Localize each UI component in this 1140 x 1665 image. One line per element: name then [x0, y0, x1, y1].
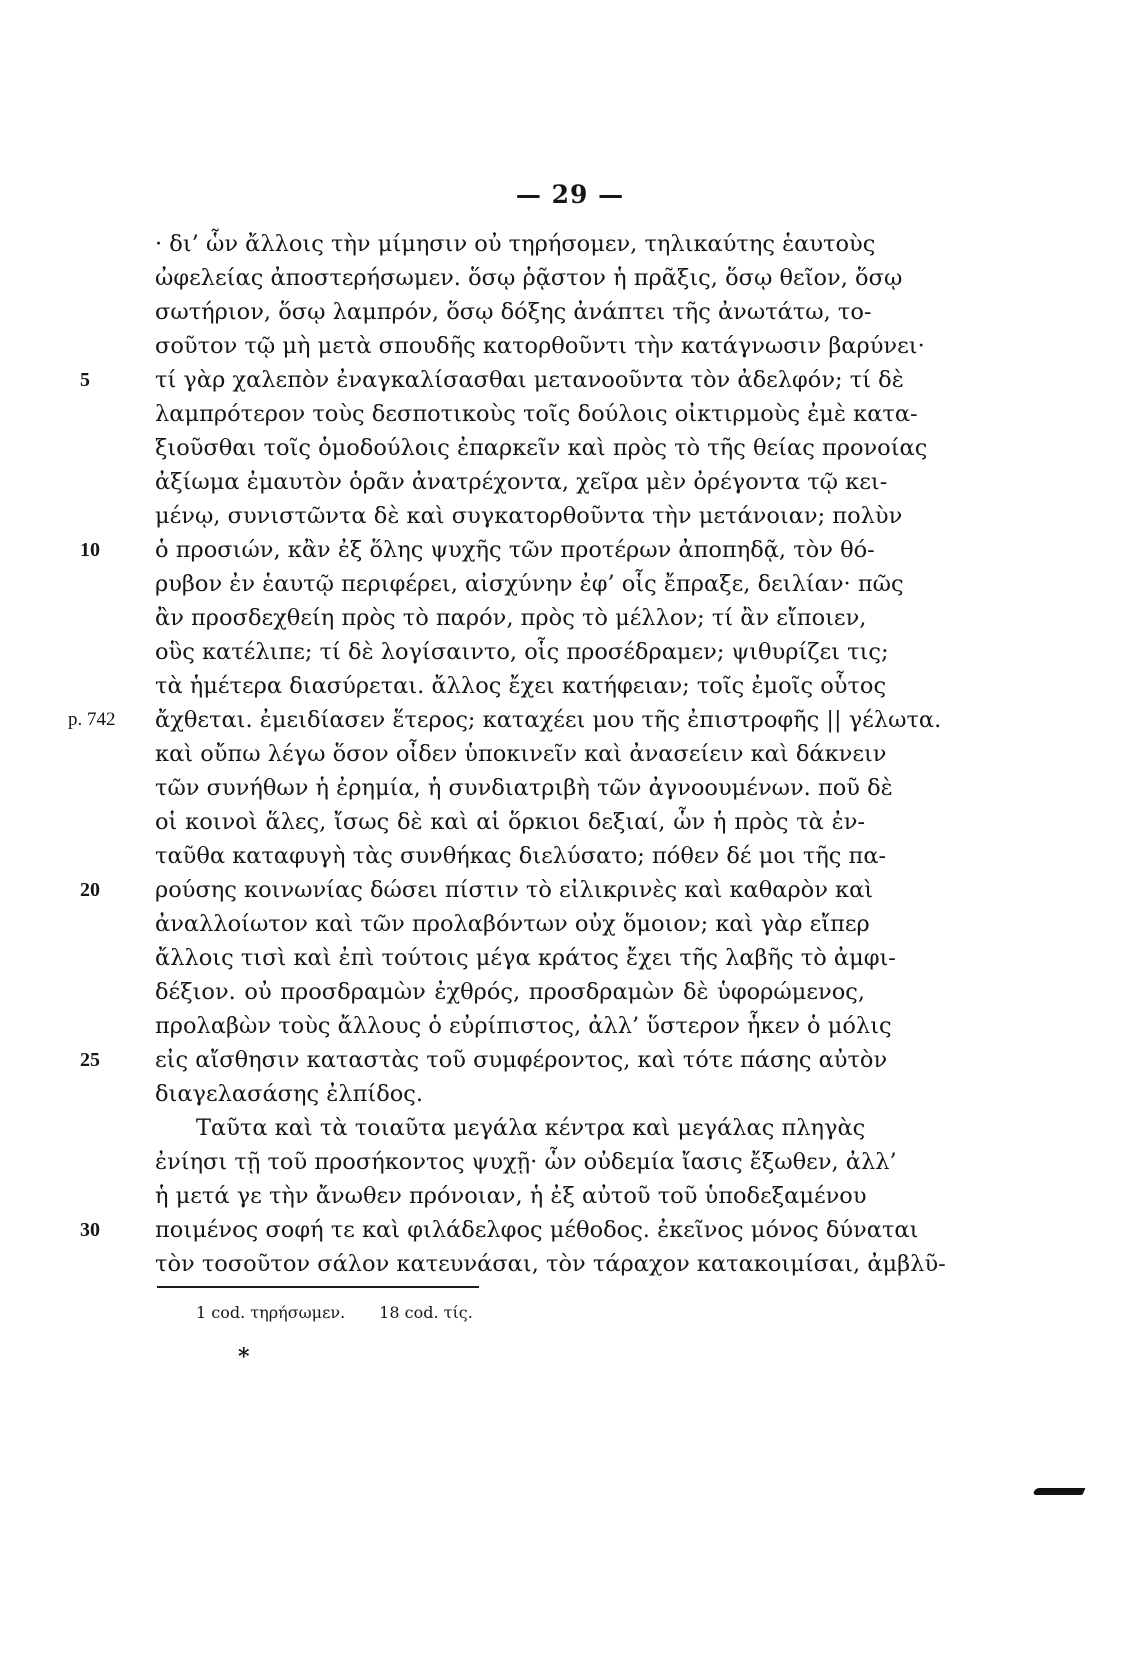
text-line: ἄλλοις τισὶ καὶ ἐπὶ τούτοις μέγα κράτος ἔχει τῆς λαβῆς τὸ ἀμφι-	[155, 945, 896, 971]
text-line: προλαβὼν τοὺς ἄλλους ὁ εὐρίπιστος, ἀλλ’ ὕστερον ἧκεν ὁ μόλις	[155, 1013, 892, 1039]
line-number: 10	[80, 539, 100, 561]
footnotes	[196, 1300, 473, 1326]
text-line: ἡ μετά γε τὴν ἄνωθεν πρόνοιαν, ἡ ἐξ αὐτοῦ τοῦ ὑποδεξαμένου	[155, 1183, 867, 1209]
text-line: ἐνίησι τῇ τοῦ προσήκοντος ψυχῇ· ὧν οὐδεμία ἴασις ἔξωθεν, ἀλλ’	[155, 1149, 897, 1175]
text-line: ἄχθεται. ἐμειδίασεν ἕτερος; καταχέει μου τῆς ἐπιστροφῆς || γέλωτα.	[155, 707, 942, 733]
footnote-divider	[157, 1286, 479, 1288]
text-line: σοῦτον τῷ μὴ μετὰ σπουδῆς κατορθοῦντι τὴν κατάγνωσιν βαρύνει·	[155, 333, 925, 359]
text-line: ὠφελείας ἀποστερήσωμεν. ὅσῳ ῥᾷστον ἡ πρᾶξις, ὅσῳ θεῖον, ὅσῳ	[155, 265, 903, 291]
text-line: ἀξίωμα ἐμαυτὸν ὁρᾶν ἀνατρέχοντα, χεῖρα μὲν ὀρέγοντα τῷ κει-	[155, 469, 888, 495]
text-line: Ταῦτα καὶ τὰ τοιαῦτα μεγάλα κέντρα καὶ μεγάλας πληγὰς	[196, 1115, 866, 1141]
text-line: μένῳ, συνιστῶντα δὲ καὶ συγκατορθοῦντα τὴν μετάνοιαν; πολὺν	[155, 503, 903, 529]
line-number: 20	[80, 879, 100, 901]
text-line: λαμπρότερον τοὺς δεσποτικοὺς τοῖς δούλοις οἰκτιρμοὺς ἐμὲ κατα-	[155, 401, 918, 427]
text-line: τὸν τοσοῦτον σάλον κατευνάσαι, τὸν τάραχον κατακοιμίσαι, ἀμβλῦ-	[155, 1251, 946, 1277]
line-number: 30	[80, 1219, 100, 1241]
text-line: διαγελασάσης ἐλπίδος.	[155, 1081, 424, 1107]
page-number: — 29 —	[515, 180, 625, 209]
line-number: 25	[80, 1049, 100, 1071]
text-line: ἂν προσδεχθείη πρὸς τὸ παρόν, πρὸς τὸ μέλλον; τί ἂν εἴποιεν,	[155, 605, 867, 631]
text-line: τί γὰρ χαλεπὸν ἐναγκαλίσασθαι μετανοοῦντα τὸν ἀδελφόν; τί δὲ	[155, 367, 904, 393]
text-line: ὁ προσιών, κἂν ἐξ ὅλης ψυχῆς τῶν προτέρων ἀποπηδᾷ, τὸν θό-	[155, 537, 875, 563]
text-line: ξιοῦσθαι τοῖς ὁμοδούλοις ἐπαρκεῖν καὶ πρὸς τὸ τῆς θείας προνοίας	[155, 435, 928, 461]
line-number: 5	[80, 369, 90, 391]
text-line: τὰ ἡμέτερα διασύρεται. ἄλλος ἔχει κατήφειαν; τοῖς ἐμοῖς οὗτος	[155, 673, 887, 699]
text-line: ἀναλλοίωτον καὶ τῶν προλαβόντων οὐχ ὅμοιον; καὶ γὰρ εἴπερ	[155, 911, 870, 937]
asterisk-mark: *	[238, 1344, 250, 1370]
text-line: οὓς κατέλιπε; τί δὲ λογίσαιντο, οἷς προσέδραμεν; ψιθυρίζει τις;	[155, 639, 889, 665]
text-line: · δι’ ὧν ἄλλοις τὴν μίμησιν οὐ τηρήσομεν, τηλικαύτης ἑαυτοὺς	[155, 231, 876, 257]
folio-reference: p. 742	[68, 709, 116, 730]
text-line: ποιμένος σοφή τε καὶ φιλάδελφος μέθοδος. ἐκεῖνος μόνος δύναται	[155, 1217, 919, 1243]
text-line: ρούσης κοινωνίας δώσει πίστιν τὸ εἰλικρινὲς καὶ καθαρὸν καὶ	[155, 877, 874, 903]
footnote: 1 cod. τηρήσωμεν.	[196, 1303, 346, 1322]
text-line: ρυβον ἐν ἑαυτῷ περιφέρει, αἰσχύνην ἐφ’ οἷς ἔπραξε, δειλίαν· πῶς	[155, 571, 904, 597]
text-line: σωτήριον, ὅσῳ λαμπρόν, ὅσῳ δόξης ἀνάπτει τῆς ἀνωτάτω, το-	[155, 299, 872, 325]
page-edge-mark	[1032, 1488, 1085, 1495]
text-line: εἰς αἴσθησιν καταστὰς τοῦ συμφέροντος, καὶ τότε πάσης αὐτὸν	[155, 1047, 888, 1073]
text-line: ταῦθα καταφυγὴ τὰς συνθήκας διελύσατο; πόθεν δέ μοι τῆς πα-	[155, 843, 887, 869]
text-line: τῶν συνήθων ἡ ἐρημία, ἡ συνδιατριβὴ τῶν ἀγνοουμένων. ποῦ δὲ	[155, 775, 893, 801]
footnote: 18 cod. τίς.	[379, 1303, 473, 1322]
text-line: καὶ οὔπω λέγω ὅσον οἶδεν ὑποκινεῖν καὶ ἀνασείειν καὶ δάκνειν	[155, 741, 887, 767]
text-line: οἱ κοινοὶ ἅλες, ἴσως δὲ καὶ αἱ ὅρκιοι δεξιαί, ὧν ἡ πρὸς τὰ ἐν-	[155, 809, 865, 835]
text-line: δέξιον. οὐ προσδραμὼν ἐχθρός, προσδραμὼν δὲ ὑφορώμενος,	[155, 979, 865, 1005]
